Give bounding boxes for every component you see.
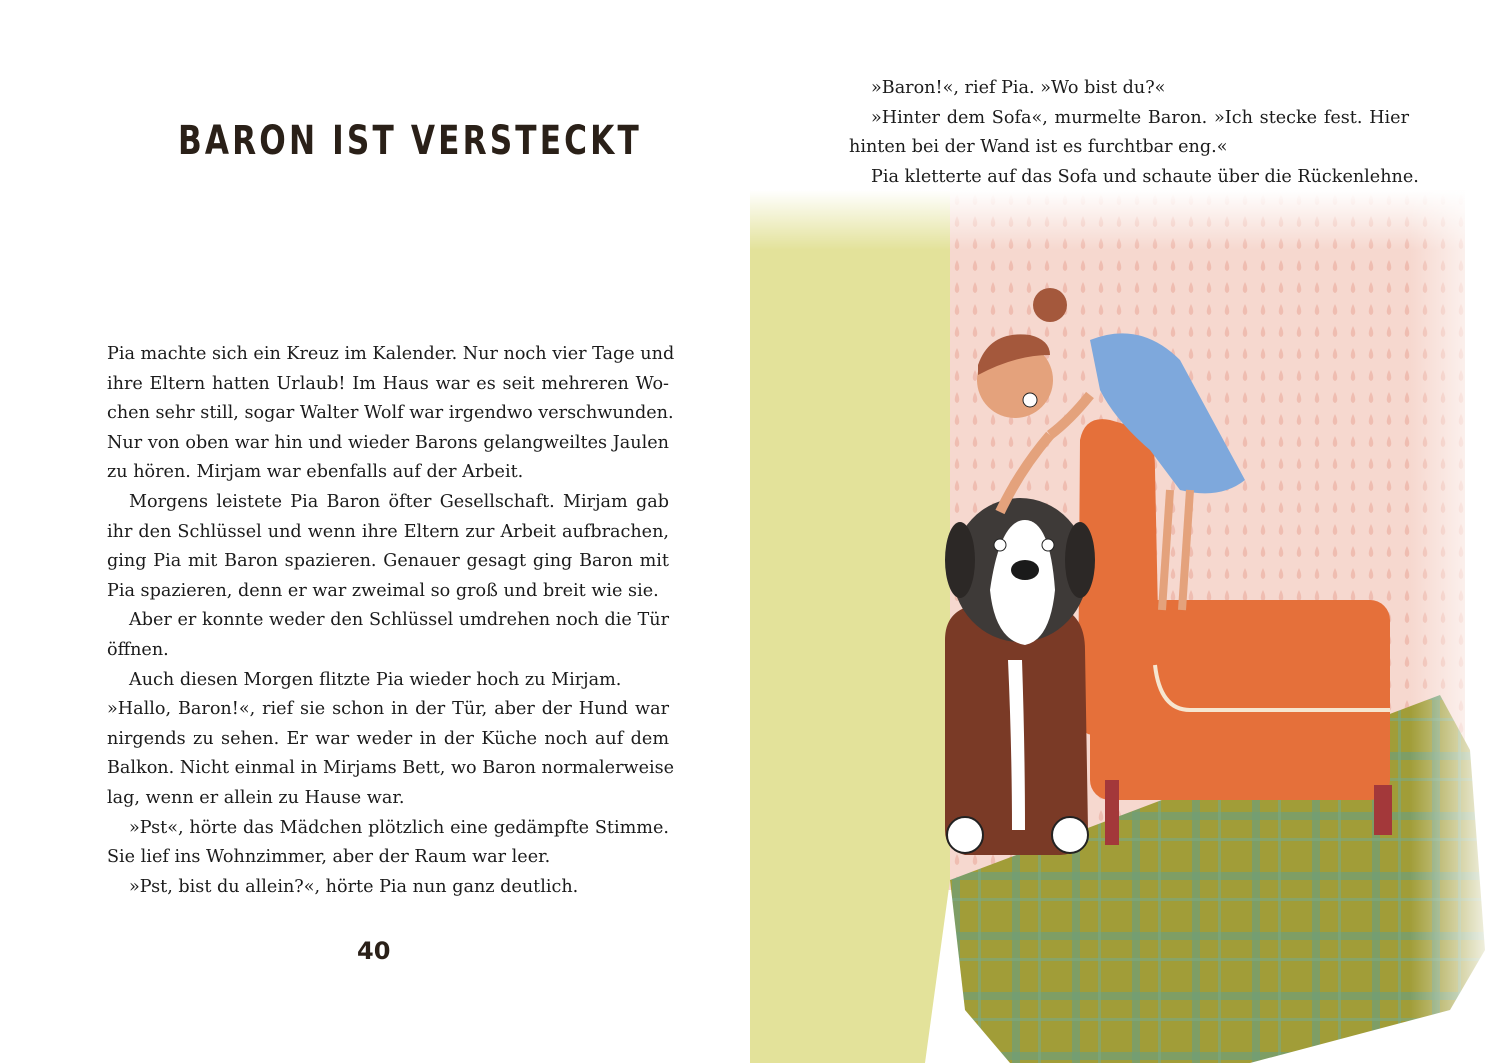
text-line: hinten bei der Wand ist es furchtbar eng.«: [849, 137, 1228, 158]
right-body-text: [849, 74, 1419, 192]
text-line: »Pst«, hörte das Mädchen plötzlich eine gedämpfte Stimme.: [129, 817, 669, 838]
left-body-text: [107, 340, 675, 902]
text-line: ging Pia mit Baron spazieren. Genauer gesagt ging Baron mit: [107, 551, 669, 572]
text-line: zu hören. Mirjam war ebenfalls auf der Arbeit.: [107, 462, 524, 483]
text-line: »Hallo, Baron!«, rief sie schon in der Tür, aber der Hund war: [107, 699, 669, 720]
text-line: Morgens leistete Pia Baron öfter Gesellschaft. Mirjam gab: [129, 491, 669, 512]
text-line: »Hinter dem Sofa«, murmelte Baron. »Ich stecke fest. Hier: [871, 107, 1409, 128]
text-line: öffnen.: [107, 639, 169, 660]
text-line: Nur von oben war hin und wieder Barons gelangweiltes Jaulen: [107, 432, 669, 453]
text-line: »Pst, bist du allein?«, hörte Pia nun ganz deutlich.: [129, 876, 579, 897]
side-wall: [750, 190, 950, 1063]
text-line: Balkon. Nicht einmal in Mirjams Bett, wo Baron normalerweise: [107, 758, 675, 779]
text-line: Pia kletterte auf das Sofa und schaute über die Rückenlehne.: [871, 166, 1419, 187]
chapter-title: BARON IST VERSTECKT: [178, 118, 642, 164]
text-line: »Baron!«, rief Pia. »Wo bist du?«: [871, 78, 1166, 98]
text-line: ihre Eltern hatten Urlaub! Im Haus war es seit mehreren Wo-: [107, 373, 669, 394]
illustration-pia-and-baron: [750, 190, 1500, 1063]
text-line: ihr den Schlüssel und wenn ihre Eltern zur Arbeit aufbrachen,: [107, 521, 669, 542]
text-line: Aber er konnte weder den Schlüssel umdrehen noch die Tür: [129, 610, 669, 631]
page-number: 40: [357, 937, 391, 965]
text-line: Sie lief ins Wohnzimmer, aber der Raum war leer.: [107, 847, 551, 868]
dog-baron: [945, 498, 1095, 855]
text-line: Pia spazieren, denn er war zweimal so groß und breit wie sie.: [107, 580, 659, 601]
text-line: nirgends zu sehen. Er war weder in der Küche noch auf dem: [107, 728, 669, 749]
text-line: Auch diesen Morgen flitzte Pia wieder hoch zu Mirjam.: [129, 669, 622, 690]
text-line: Pia machte sich ein Kreuz im Kalender. Nur noch vier Tage und: [107, 344, 675, 364]
text-line: lag, wenn er allein zu Hause war.: [107, 787, 405, 808]
text-line: chen sehr still, sogar Walter Wolf war irgendwo verschwunden.: [107, 403, 674, 424]
right-page: [750, 0, 1500, 1063]
